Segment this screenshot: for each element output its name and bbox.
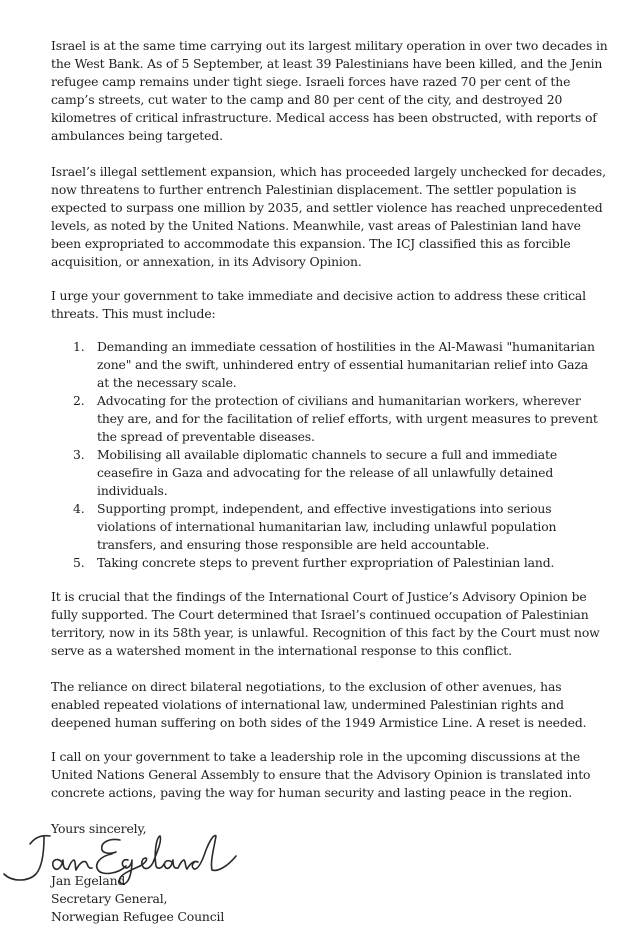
list-item [73, 338, 603, 392]
paragraph-icj: It is crucial that the findings of the International Court of Justice’s Advisory Opinion be fully supported. The Court determined that Israel’s continued occupation of Palestinian territory, now in its 58th year, is unlawful. Recognition of this fact by the Court must now serve as a watershed moment in the international response to this conflict. [51, 589, 600, 658]
signatory-organisation: Norwegian Refugee Council [51, 909, 225, 924]
list-item [73, 392, 603, 446]
list-item-text: Mobilising all available diplomatic channels to secure a full and immediate ceasefire in Gaza and advocating for the release of all unlawfully detained individuals. [97, 447, 558, 498]
list-item-text: Supporting prompt, independent, and effective investigations into serious violations of international humanitarian law, including unlawful population transfers, and ensuring those responsible are held accountable. [97, 501, 557, 552]
list-item-text: Taking concrete steps to prevent further expropriation of Palestinian land. [97, 555, 555, 570]
signatory-title: Secretary General, [51, 891, 168, 906]
list-item [73, 554, 603, 572]
paragraph-call: I call on your government to take a leadership role in the upcoming discussions at the United Nations General Assembly to ensure that the Advisory Opinion is translated into concrete actions, paving the way for human security and lasting peace in the region. [51, 749, 591, 800]
signatory-name: Jan Egeland [51, 873, 126, 888]
paragraph-urge: I urge your government to take immediate and decisive action to address these critical threats. This must include: [51, 288, 586, 321]
list-item [73, 500, 603, 554]
list-number: 3. [73, 447, 85, 462]
list-number: 2. [73, 393, 85, 408]
list-item-text: Advocating for the protection of civilians and humanitarian workers, wherever they are, and for the facilitation of relief efforts, with urgent measures to prevent the spread of preventable diseases. [97, 393, 598, 444]
list-number: 4. [73, 501, 85, 516]
list-number: 1. [73, 339, 85, 354]
handwritten-signature [0, 822, 260, 892]
paragraph-settlements: Israel’s illegal settlement expansion, which has proceeded largely unchecked for decades, now threatens to further entrench Palestinian displacement. The settler population is expected to surpass one million by 2035, and settler violence has reached unprecedented levels, as noted by the United Nations. Meanwhile, vast areas of Palestinian land have been expropriated to accommodate this expansion. The ICJ classified this as forcible acquisition, or annexation, in its Advisory Opinion. [51, 164, 606, 269]
list-number: 5. [73, 555, 85, 570]
demands-list [73, 338, 603, 572]
sign-off: Yours sincerely, [51, 821, 147, 836]
paragraph-negotiations: The reliance on direct bilateral negotiations, to the exclusion of other avenues, has enabled repeated violations of international law, undermined Palestinian rights and deepened human suffering on both sides of the 1949 Armistice Line. A reset is needed. [51, 679, 587, 730]
list-item-text: Demanding an immediate cessation of hostilities in the Al-Mawasi "humanitarian zone" and the swift, unhindered entry of essential humanitarian relief into Gaza at the necessary scale. [97, 339, 595, 390]
list-item [73, 446, 603, 500]
paragraph-west-bank: Israel is at the same time carrying out its largest military operation in over two decades in the West Bank. As of 5 September, at least 39 Palestinians have been killed, and the Jenin refugee camp remains under tight siege. Israeli forces have razed 70 per cent of the camp’s streets, cut water to the camp and 80 per cent of the city, and destroyed 20 kilometres of critical infrastructure. Medical access has been obstructed, with reports of ambulances being targeted. [51, 38, 608, 143]
